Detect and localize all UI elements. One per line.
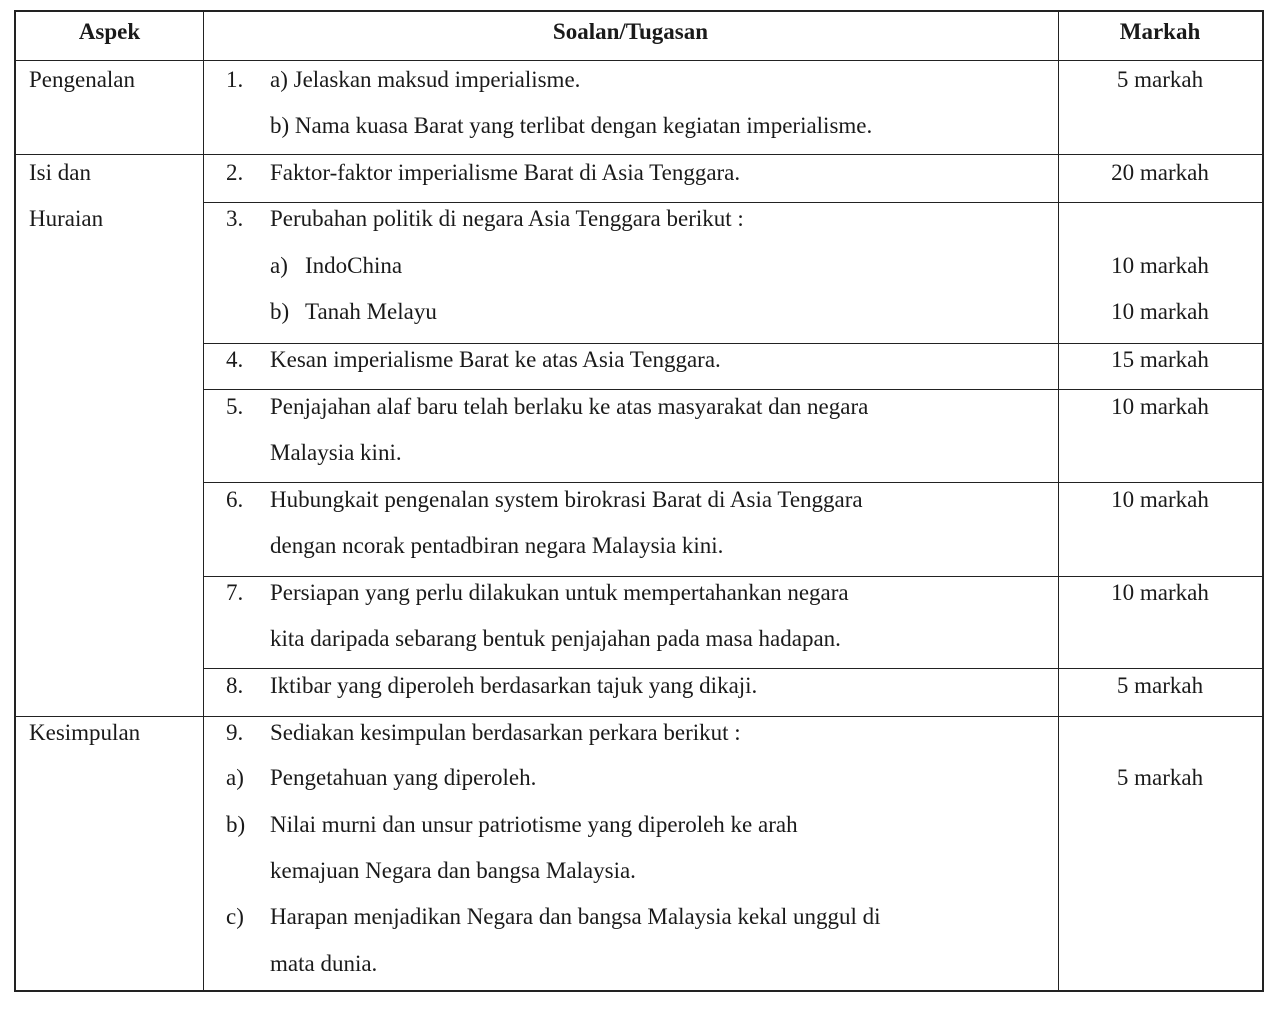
- q2-number: 2.: [226, 160, 244, 185]
- q2-mark: 20 markah: [1111, 160, 1209, 185]
- q3-number: 3.: [226, 206, 244, 231]
- q9-b-line1: Nilai murni dan unsur patriotisme yang diperoleh ke arah: [270, 812, 798, 837]
- q9-number: 9.: [226, 720, 244, 745]
- row-divider: [203, 202, 1262, 203]
- q3-b-mark: 10 markah: [1111, 299, 1209, 324]
- q9-a-text: Pengetahuan yang diperoleh.: [270, 765, 537, 790]
- q5-number: 5.: [226, 394, 244, 419]
- q5-line2: Malaysia kini.: [270, 440, 402, 465]
- q7-line1: Persiapan yang perlu dilakukan untuk mempertahankan negara: [270, 580, 849, 605]
- q7-mark: 10 markah: [1111, 580, 1209, 605]
- row-divider: [203, 668, 1262, 669]
- q8-mark: 5 markah: [1116, 673, 1204, 698]
- q9-text: Sediakan kesimpulan berdasarkan perkara berikut :: [270, 720, 741, 745]
- q6-mark: 10 markah: [1111, 487, 1209, 512]
- q1-number: 1.: [226, 67, 244, 92]
- q7-line2: kita daripada sebarang bentuk penjajahan pada masa hadapan.: [270, 626, 841, 651]
- q9-a-label: a): [226, 765, 244, 790]
- q4-number: 4.: [226, 347, 244, 372]
- column-divider: [203, 12, 204, 990]
- q1-mark: 5 markah: [1116, 67, 1204, 92]
- q9-c-label: c): [226, 904, 244, 929]
- q3-a-text: IndoChina: [305, 253, 403, 278]
- q9-c-line1: Harapan menjadikan Negara dan bangsa Malaysia kekal unggul di: [270, 904, 881, 929]
- q8-text: Iktibar yang diperoleh berdasarkan tajuk yang dikaji.: [270, 673, 758, 698]
- row-divider: [203, 576, 1262, 577]
- q5-mark: 10 markah: [1111, 394, 1209, 419]
- header-markah: Markah: [1119, 19, 1201, 44]
- q9-b-label: b): [226, 812, 246, 837]
- q3-text: Perubahan politik di negara Asia Tenggara berikut :: [270, 206, 744, 231]
- header-soalan: Soalan/Tugasan: [552, 19, 709, 44]
- q4-text: Kesan imperialisme Barat ke atas Asia Tenggara.: [270, 347, 721, 372]
- q4-mark: 15 markah: [1111, 347, 1209, 372]
- row-divider: [16, 716, 1262, 717]
- row-divider: [16, 154, 1262, 155]
- row-divider: [203, 482, 1262, 483]
- q9-c-line2: mata dunia.: [270, 951, 378, 976]
- q6-line1: Hubungkait pengenalan system birokrasi Barat di Asia Tenggara: [270, 487, 863, 512]
- q6-line2: dengan ncorak pentadbiran negara Malaysia kini.: [270, 533, 724, 558]
- header-aspek: Aspek: [78, 19, 141, 44]
- aspect-isi-line1: Isi dan: [29, 160, 91, 185]
- aspect-pengenalan: Pengenalan: [29, 67, 136, 92]
- q3-b-text: Tanah Melayu: [305, 299, 437, 324]
- q3-a-label: a): [270, 253, 288, 278]
- q6-number: 6.: [226, 487, 244, 512]
- q1-part-a: a) Jelaskan maksud imperialisme.: [270, 67, 581, 92]
- q2-text: Faktor-faktor imperialisme Barat di Asia Tenggara.: [270, 160, 741, 185]
- row-divider: [203, 343, 1262, 344]
- q1-part-b: b) Nama kuasa Barat yang terlibat dengan kegiatan imperialisme.: [270, 113, 873, 138]
- q3-a-mark: 10 markah: [1111, 253, 1209, 278]
- q5-line1: Penjajahan alaf baru telah berlaku ke atas masyarakat dan negara: [270, 394, 869, 419]
- aspect-kesimpulan: Kesimpulan: [29, 720, 141, 745]
- aspect-isi-line2: Huraian: [29, 206, 104, 231]
- q9-mark: 5 markah: [1116, 765, 1204, 790]
- q3-b-label: b): [270, 299, 290, 324]
- q9-b-line2: kemajuan Negara dan bangsa Malaysia.: [270, 858, 636, 883]
- q8-number: 8.: [226, 673, 244, 698]
- row-divider: [203, 389, 1262, 390]
- row-divider: [16, 60, 1262, 61]
- q7-number: 7.: [226, 580, 244, 605]
